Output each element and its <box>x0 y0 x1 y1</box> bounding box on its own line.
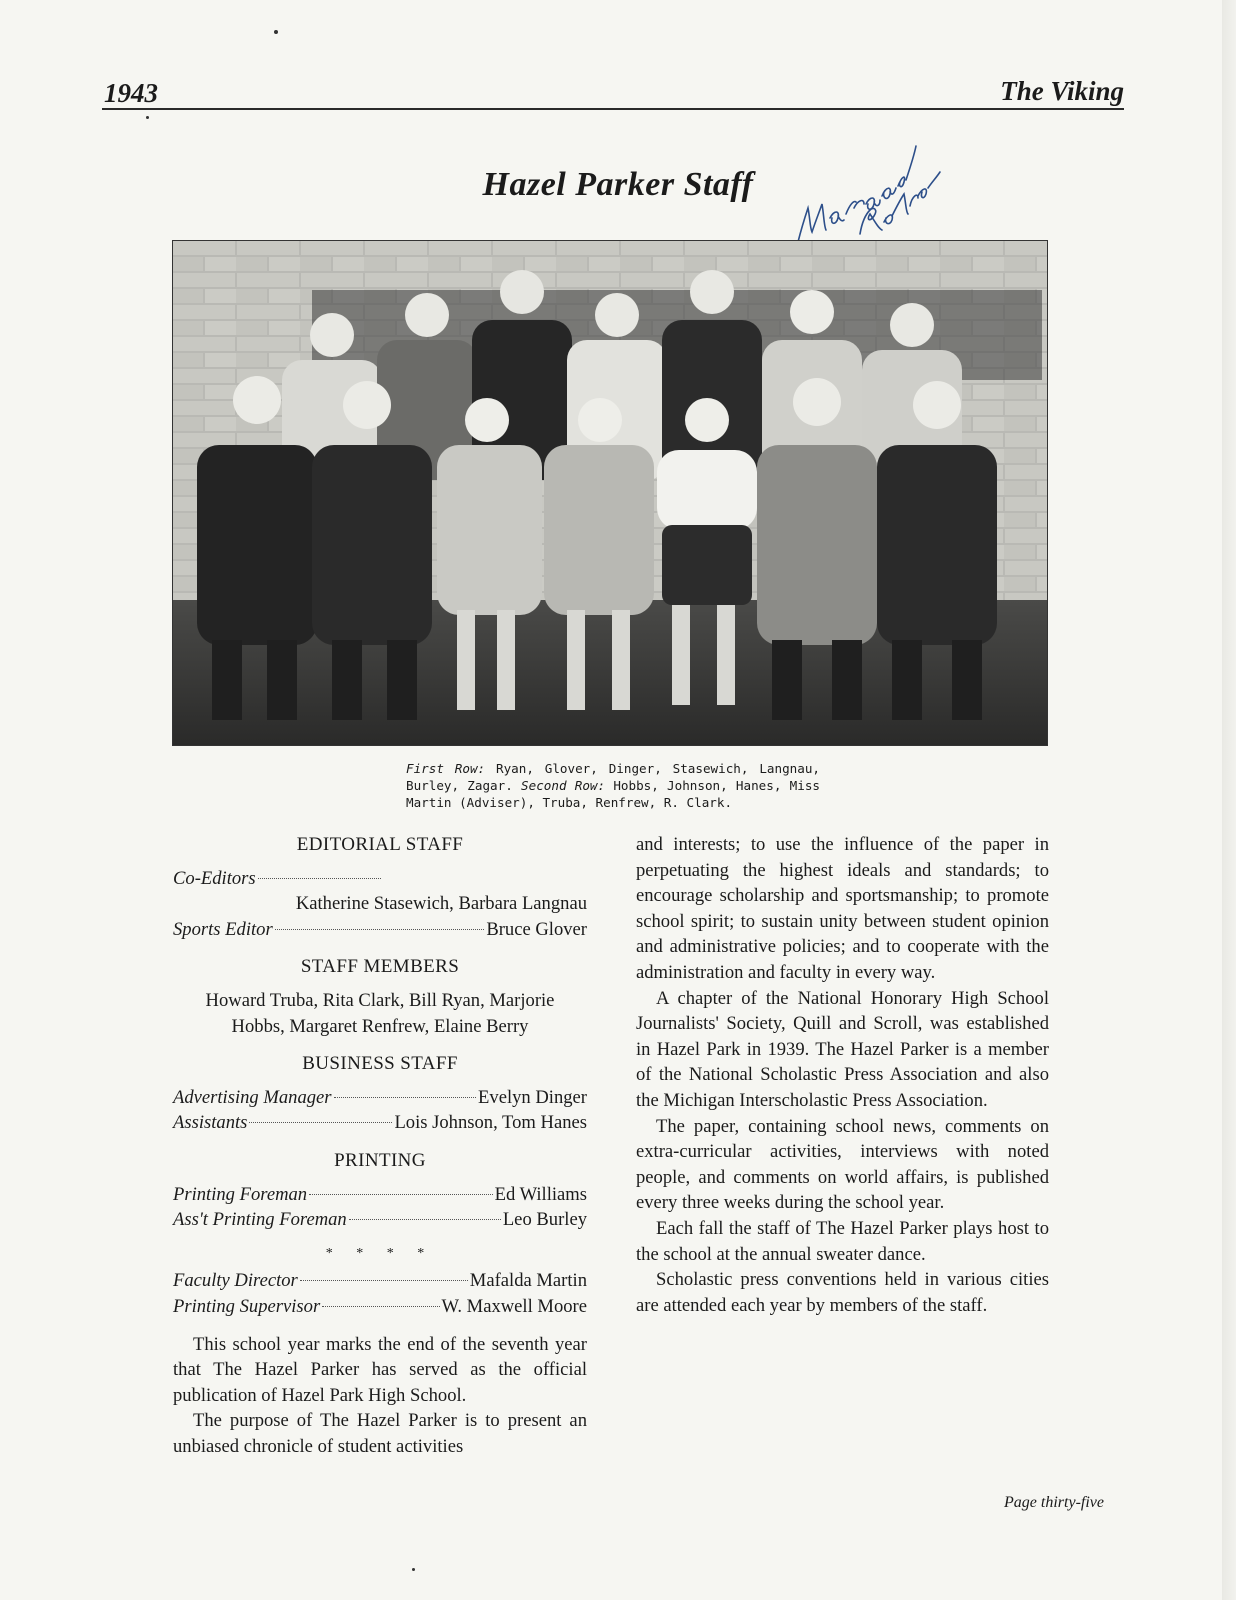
printing-foreman-role: Printing Foreman <box>173 1183 308 1205</box>
section-stars: * * * * <box>325 1245 435 1261</box>
advertising-role: Advertising Manager <box>173 1086 332 1108</box>
right-paragraph: and interests; to use the influence of the paper in perpetuating the highest ideals and standards; to encourage scholarship and sportsmanship; to promote school spirit; to sustain unity between student opinion and administrative policies; and to cooperate with the administration and faculty in every way. <box>636 834 1049 983</box>
sports-editor-row <box>173 917 587 943</box>
ink-speck <box>274 30 278 34</box>
second-row-label: Second Row: <box>521 778 606 793</box>
business-heading: BUSINESS STAFF <box>302 1053 458 1075</box>
asst-foreman-role: Ass't Printing Foreman <box>173 1209 347 1231</box>
co-editors-role: Co-Editors <box>173 867 256 889</box>
faculty-director-name: Mafalda Martin <box>469 1270 587 1292</box>
sports-editor-role: Sports Editor <box>173 918 273 940</box>
printing-supervisor-row <box>173 1294 587 1320</box>
header-year: 1943 <box>104 78 158 108</box>
printing-supervisor-role: Printing Supervisor <box>173 1295 321 1317</box>
ink-speck <box>412 1568 415 1571</box>
right-paragraph: Scholastic press conventions held in various cities are attended each year by members of the staff. <box>636 1269 1049 1316</box>
first-row-names: Ryan, Glover, Dinger, Stasewich, Langnau, Burley, Zagar. <box>406 761 820 793</box>
staff-members-line1: Howard Truba, Rita Clark, Bill Ryan, Marjorie <box>205 989 555 1011</box>
asst-foreman-row <box>173 1207 587 1233</box>
staff-group-photo <box>172 240 1048 746</box>
advertising-row <box>173 1085 587 1111</box>
printing-heading: PRINTING <box>334 1149 426 1171</box>
sports-editor-name: Bruce Glover <box>486 918 587 940</box>
printing-foreman-name: Ed Williams <box>494 1183 587 1205</box>
photo-caption <box>406 760 820 811</box>
co-editors-row <box>173 866 383 892</box>
first-row-label: First Row: <box>406 761 486 776</box>
ink-speck <box>146 116 149 119</box>
handwritten-signature <box>794 138 944 248</box>
staff-members-heading: STAFF MEMBERS <box>300 956 460 978</box>
faculty-director-row <box>173 1268 587 1294</box>
left-column <box>173 832 587 1459</box>
faculty-director-role: Faculty Director <box>173 1270 298 1292</box>
advertising-name: Evelyn Dinger <box>478 1086 587 1108</box>
header-publication: The Viking <box>1000 76 1124 106</box>
page-number: Page thirty-five <box>1004 1494 1104 1511</box>
right-paragraph: A chapter of the National Honorary High School Journalists' Society, Quill and Scroll, was established in Hazel Park in 1939. The Hazel Parker is a member of the National Scholastic Press Association and also the Michigan Interscholastic Press Association. <box>636 987 1049 1111</box>
left-paragraph: This school year marks the end of the seventh year that The Hazel Parker has served as the official publication of Hazel Park High School. <box>173 1333 587 1406</box>
right-column <box>636 832 1049 1318</box>
co-editors-names: Katherine Stasewich, Barbara Langnau <box>295 893 587 915</box>
asst-foreman-name: Leo Burley <box>502 1209 587 1231</box>
header-rule <box>102 108 1124 110</box>
page-edge <box>1222 0 1236 1600</box>
right-paragraph: Each fall the staff of The Hazel Parker plays host to the school at the annual sweater dance. <box>636 1217 1049 1265</box>
assistants-row <box>173 1110 587 1136</box>
staff-members-line2: Hobbs, Margaret Renfrew, Elaine Berry <box>231 1015 529 1037</box>
left-paragraph: The purpose of The Hazel Parker is to present an unbiased chronicle of student activities <box>173 1410 587 1457</box>
assistants-role: Assistants <box>173 1112 248 1134</box>
right-paragraph: The paper, containing school news, comments on extra-curricular activities, interviews with noted people, and comments on world affairs, is published every three weeks during the school year. <box>636 1115 1049 1214</box>
assistants-name: Lois Johnson, Tom Hanes <box>394 1112 587 1134</box>
editorial-heading: EDITORIAL STAFF <box>296 834 464 855</box>
printing-supervisor-name: W. Maxwell Moore <box>441 1295 587 1317</box>
second-row-names: Hobbs, Johnson, Hanes, Miss Martin (Adviser), Truba, Renfrew, R. Clark. <box>406 778 820 810</box>
printing-foreman-row <box>173 1182 587 1208</box>
page-title: Hazel Parker Staff <box>482 166 754 203</box>
